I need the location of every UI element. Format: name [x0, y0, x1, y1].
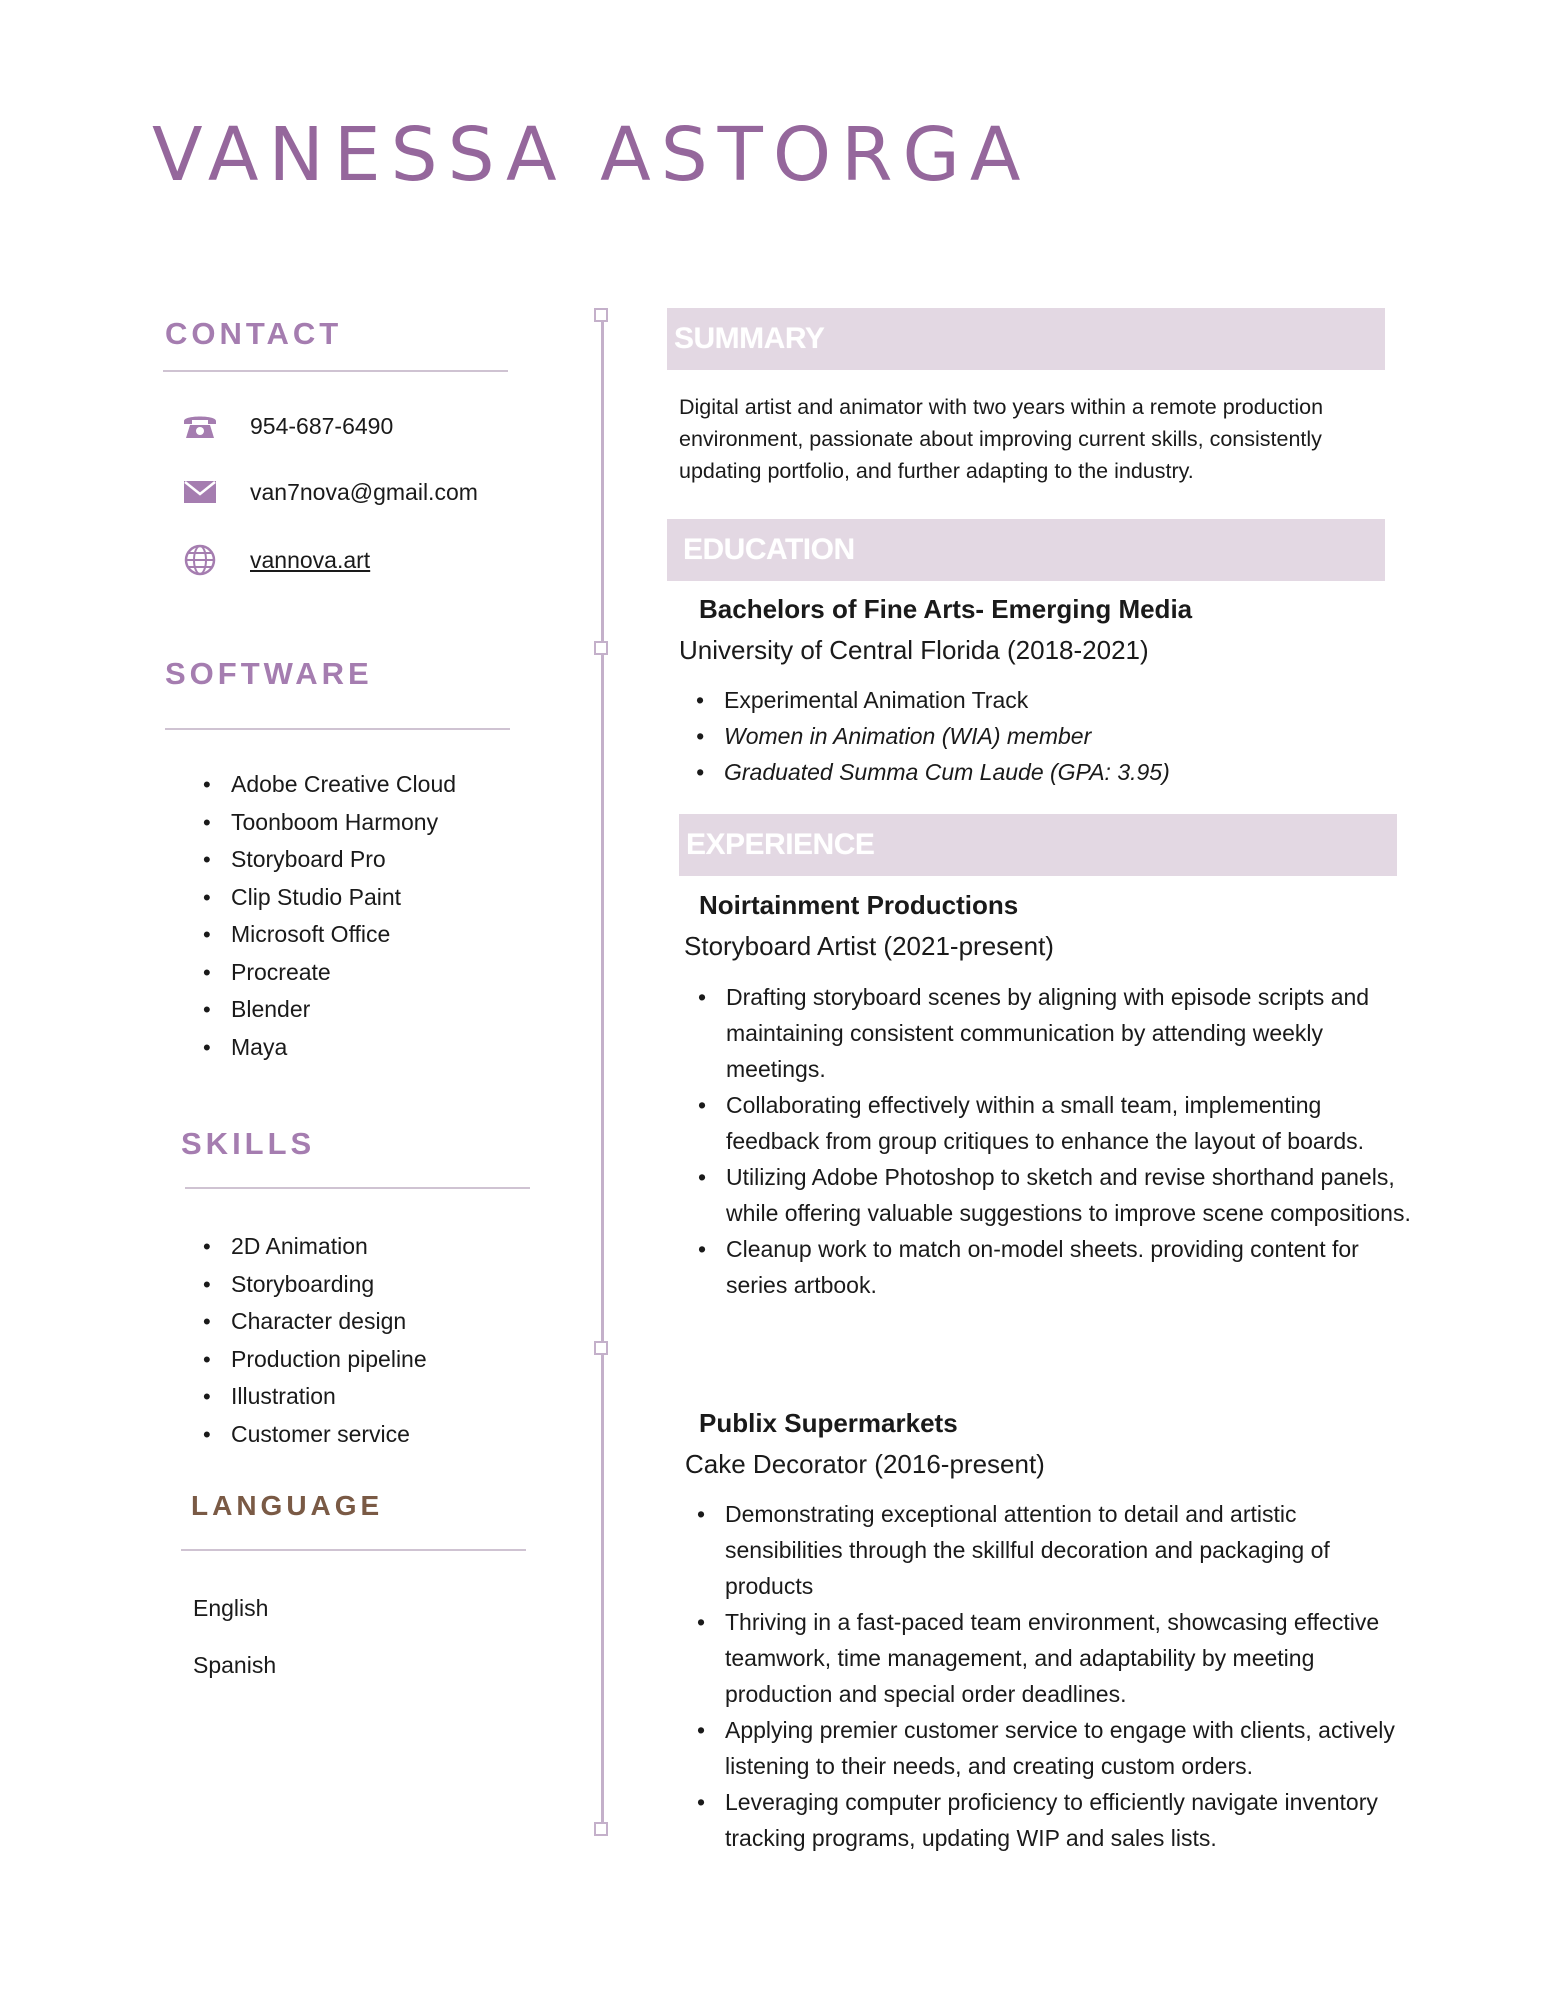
software-heading: SOFTWARE: [165, 656, 373, 691]
summary-text: Digital artist and animator with two years within a remote production environment, passionate about improving current skills, consistently updating portfolio, and further adapting to the industry.: [679, 395, 1324, 483]
list-item: • Customer service: [231, 1416, 427, 1454]
list-item: • Production pipeline: [231, 1341, 427, 1379]
list-item: • Adobe Creative Cloud: [231, 766, 456, 804]
contact-phone-row: [180, 410, 393, 442]
list-item: • Illustration: [231, 1378, 427, 1416]
job-bullets: [681, 1496, 1415, 1856]
list-item: • Experimental Animation Track: [724, 682, 1170, 718]
list-item: • Leveraging computer proficiency to efficiently navigate inventory tracking programs, updating WIP and sales lists.: [725, 1784, 1415, 1856]
contact-email-row: [180, 476, 478, 508]
timeline-node: [594, 308, 608, 322]
language-english: English: [193, 1595, 269, 1621]
job-role: Cake Decorator (2016-present): [685, 1449, 1045, 1479]
list-item: • Storyboarding: [231, 1266, 427, 1304]
list-item: • Procreate: [231, 954, 456, 992]
list-item: • Utilizing Adobe Photoshop to sketch and revise shorthand panels, while offering valuable suggestions to improve scene compositions.: [726, 1159, 1416, 1231]
contact-heading: CONTACT: [165, 316, 343, 351]
contact-divider: [163, 370, 508, 372]
globe-icon: [180, 544, 220, 576]
list-item: • Character design: [231, 1303, 427, 1341]
email-icon: [180, 476, 220, 508]
language-heading: LANGUAGE: [191, 1490, 384, 1521]
list-item: • Applying premier customer service to engage with clients, actively listening to their needs, and creating custom orders.: [725, 1712, 1415, 1784]
list-item: • Toonboom Harmony: [231, 804, 456, 842]
job-role: Storyboard Artist (2021-present): [684, 931, 1054, 961]
job-company: Publix Supermarkets: [699, 1408, 958, 1438]
list-item: • 2D Animation: [231, 1228, 427, 1266]
contact-website-link[interactable]: vannova.art: [250, 546, 371, 573]
timeline-node: [594, 1341, 608, 1355]
software-divider: [165, 728, 510, 730]
summary-header-bar: [667, 308, 1385, 370]
language-divider: [181, 1549, 526, 1551]
job-bullets: [682, 979, 1416, 1303]
experience-heading: EXPERIENCE: [686, 828, 875, 861]
contact-email[interactable]: van7nova@gmail.com: [250, 478, 478, 505]
list-item: • Women in Animation (WIA) member: [724, 718, 1170, 754]
experience-header-bar: [679, 814, 1397, 876]
education-degree: Bachelors of Fine Arts- Emerging Media: [699, 594, 1193, 624]
list-item: • Drafting storyboard scenes by aligning with episode scripts and maintaining consistent communication by attending weekly meetings.: [726, 979, 1416, 1087]
job-company: Noirtainment Productions: [699, 890, 1019, 920]
education-school: University of Central Florida (2018-2021): [679, 635, 1149, 665]
phone-icon: [180, 410, 220, 442]
list-item: • Collaborating effectively within a small team, implementing feedback from group critiques to enhance the layout of boards.: [726, 1087, 1416, 1159]
list-item: • Cleanup work to match on-model sheets. providing content for series artbook.: [726, 1231, 1416, 1303]
timeline-node: [594, 1822, 608, 1836]
list-item: • Maya: [231, 1029, 456, 1067]
resume-name: VANESSA ASTORGA: [152, 112, 1031, 198]
skills-heading: SKILLS: [181, 1126, 316, 1161]
contact-phone: 954-687-6490: [250, 412, 394, 439]
list-item: • Demonstrating exceptional attention to detail and artistic sensibilities through the skillful decoration and packaging of products: [725, 1496, 1415, 1604]
list-item: • Microsoft Office: [231, 916, 456, 954]
language-spanish: Spanish: [193, 1652, 277, 1678]
skills-list: [197, 1228, 427, 1453]
list-item: • Storyboard Pro: [231, 841, 456, 879]
contact-website-row: [180, 544, 370, 576]
summary-heading: SUMMARY: [674, 322, 825, 355]
timeline-node: [594, 641, 608, 655]
list-item: • Blender: [231, 991, 456, 1029]
software-list: [197, 766, 456, 1066]
list-item: • Graduated Summa Cum Laude (GPA: 3.95): [724, 754, 1170, 790]
education-heading: EDUCATION: [683, 533, 855, 566]
skills-divider: [185, 1187, 530, 1189]
education-header-bar: [667, 519, 1385, 581]
education-list: [680, 682, 1170, 790]
list-item: • Clip Studio Paint: [231, 879, 456, 917]
list-item: • Thriving in a fast-paced team environment, showcasing effective teamwork, time management, and adaptability by meeting production and special order deadlines.: [725, 1604, 1415, 1712]
timeline-line: [601, 312, 604, 1828]
